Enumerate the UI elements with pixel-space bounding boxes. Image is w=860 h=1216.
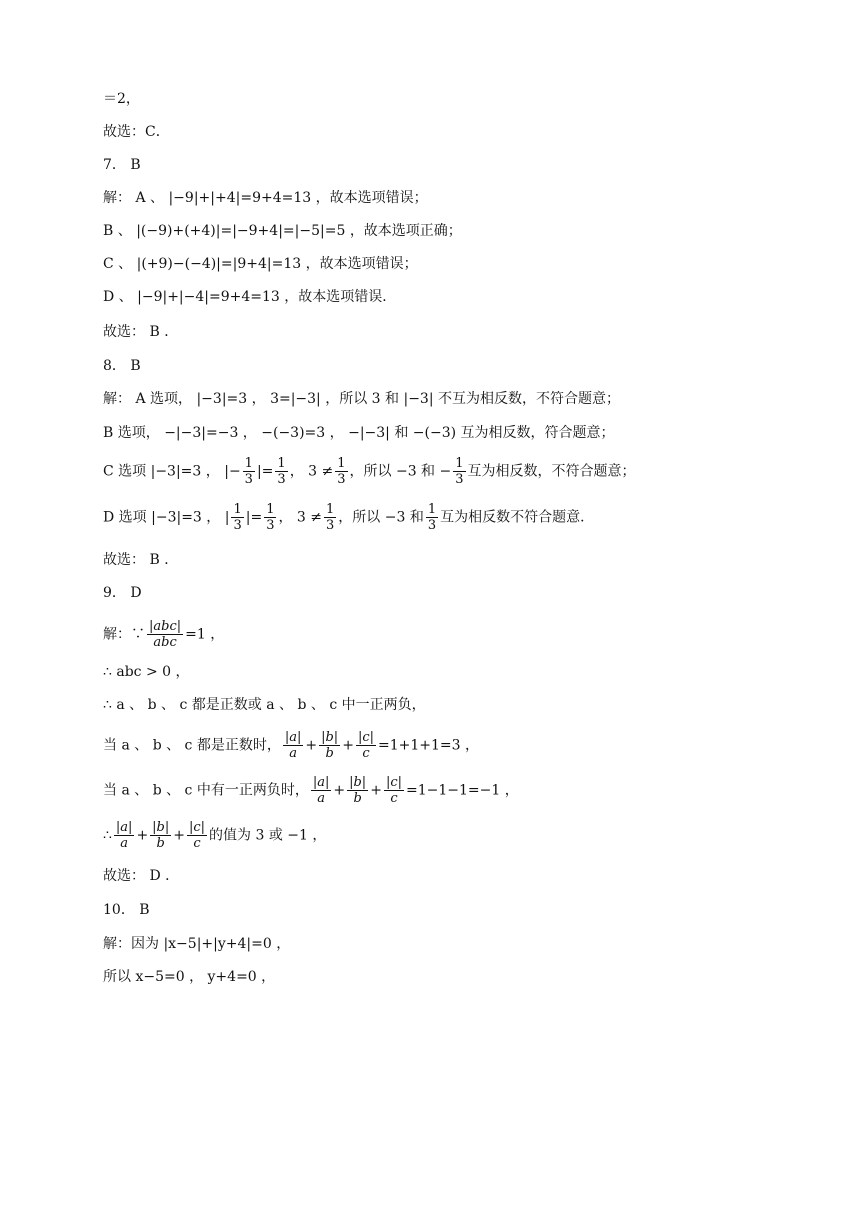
fraction-one-third: $\frac{1}{3}$ [337, 456, 346, 487]
fraction-one-third: $\frac{1}{3}$ [326, 502, 335, 533]
q8-d-part5: 互为相反数不符合题意． [440, 509, 595, 526]
q9-6-prefix: ∴ [103, 827, 112, 844]
fraction-abs-abc-over-abc: $\frac{\text{|abc|}}{\text{abc}}$ [149, 619, 182, 650]
q8-option-b: B 选项， −|−3|=−3 ， −(−3)=3 ， −|−3| 和 −(−3) 互为相反数，符合题意； [103, 425, 615, 441]
fraction-abs-b-over-b: $\frac{|b|}{b}$ [321, 730, 339, 761]
q7-option-c [103, 254, 820, 274]
q10-line-2: 所以 x−5=0 ， y+4=0 ， [103, 969, 276, 985]
fraction-one-third: $\frac{1}{3}$ [455, 456, 464, 487]
question-10-heading: 10． B [103, 902, 150, 918]
plus-sign: + [333, 782, 346, 799]
fraction-abs-a-over-a: $\frac{|a|}{a}$ [312, 775, 330, 806]
plus-sign: + [370, 782, 382, 799]
plus-sign: + [136, 827, 149, 844]
line-answer-6: 故选：C． [103, 124, 170, 140]
plus-sign: + [342, 737, 354, 754]
plus-sign: + [173, 827, 185, 844]
q9-4-suffix: =1+1+1=3 ， [377, 737, 479, 754]
q7-c-suffix: ，故本选项错误； [305, 256, 418, 272]
q8-option-a: 解： A 选项， |−3|=3 ， 3=|−3| ，所以 3 和 |−3| 不互为相反数，不符合题意； [103, 391, 621, 407]
q9-line-2: ∴ abc > 0 ， [103, 664, 190, 680]
q7-answer: 故选： B ． [103, 324, 179, 340]
q8-c-part2: |= [256, 463, 274, 480]
q9-line-6 [103, 820, 820, 851]
q7-c-math: C 、 |(+9)−(−4)|=|9+4|=13 [103, 256, 302, 272]
question-7-heading: 7． B [103, 157, 141, 173]
question-8-heading: 8． B [103, 358, 141, 374]
q7-option-d [103, 287, 820, 307]
fraction-abs-c-over-c: $\frac{|c|}{c}$ [385, 775, 402, 806]
line-result: ＝2， [103, 91, 140, 107]
q7-b-suffix: ，故本选项正确； [349, 223, 462, 239]
q8-c-part1: C 选项 |−3|=3 ， |− [103, 463, 241, 480]
fraction-abs-a-over-a: $\frac{|a|}{a}$ [284, 730, 302, 761]
q7-a-suffix: ，故本选项错误； [315, 190, 428, 206]
q8-c-part5: 互为相反数，不符合题意； [467, 463, 636, 480]
fraction-abs-b-over-b: $\frac{|b|}{b}$ [152, 820, 170, 851]
fraction-abs-b-over-b: $\frac{|b|}{b}$ [349, 775, 367, 806]
fraction-one-third: $\frac{1}{3}$ [244, 456, 253, 487]
q7-d-suffix: ，故本选项错误． [284, 289, 397, 305]
q10-line-1: 解：因为 |x−5|+|y+4|=0 ， [103, 936, 291, 952]
q9-5-suffix: =1−1−1=−1 ， [405, 782, 519, 799]
fraction-one-third: $\frac{1}{3}$ [427, 502, 437, 533]
q7-option-b [103, 221, 820, 241]
q8-d-part2: |= [245, 509, 263, 526]
q8-c-part3: ， 3 ≠ [289, 463, 334, 480]
q9-line-5 [103, 775, 820, 806]
q9-1-prefix: 解：∵ [103, 626, 145, 643]
q7-d-math: D 、 |−9|+|−4|=9+4=13 [103, 289, 280, 305]
q8-option-c [103, 456, 820, 487]
q9-1-suffix: =1 ， [185, 626, 225, 643]
q9-line-1 [103, 619, 820, 650]
fraction-one-third: $\frac{1}{3}$ [233, 502, 242, 533]
q8-d-part3: ， 3 ≠ [278, 509, 323, 526]
fraction-abs-c-over-c: $\frac{|c|}{c}$ [189, 820, 206, 851]
q9-6-suffix: 的值为 3 或 −1 ， [209, 827, 327, 844]
q8-d-part1: D 选项 |−3|=3 ， | [103, 509, 230, 526]
q7-option-a [103, 188, 820, 208]
q7-b-math: B 、 |(−9)+(+4)|=|−9+4|=|−5|=5 [103, 223, 346, 239]
fraction-abs-a-over-a: $\frac{|a|}{a}$ [115, 820, 133, 851]
q8-option-d [103, 502, 820, 533]
q9-line-3: ∴ a 、 b 、 c 都是正数或 a 、 b 、 c 中一正两负， [103, 697, 426, 713]
q9-answer: 故选： D ． [103, 868, 180, 884]
q7-a-prefix: 解： [103, 190, 131, 206]
q9-line-4 [103, 730, 820, 761]
q9-5-prefix: 当 a 、 b 、 c 中有一正两负时， [103, 782, 309, 799]
question-9-heading: 9． D [103, 585, 142, 601]
q8-d-part4: ，所以 −3 和 [338, 509, 424, 526]
q7-a-math: A 、 |−9|+|+4|=9+4=13 [135, 190, 312, 206]
fraction-abs-c-over-c: $\frac{|c|}{c}$ [357, 730, 374, 761]
fraction-one-third: $\frac{1}{3}$ [277, 456, 286, 487]
q8-c-part4: ，所以 −3 和 − [349, 463, 452, 480]
fraction-one-third: $\frac{1}{3}$ [266, 502, 275, 533]
plus-sign: + [305, 737, 318, 754]
q9-4-prefix: 当 a 、 b 、 c 都是正数时， [103, 737, 281, 754]
q8-answer: 故选： B ． [103, 552, 179, 568]
